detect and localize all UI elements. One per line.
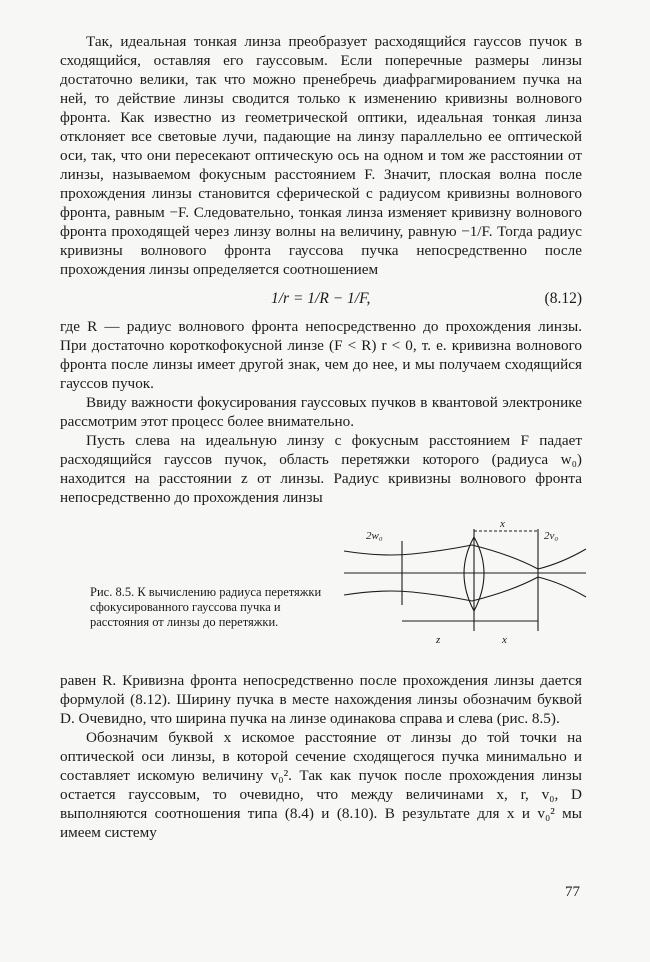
book-page bbox=[60, 32, 582, 842]
paragraph-setup: Пусть слева на идеальную линзу с фокусным расстоянием F падает расходящийся гауссов пучок, область перетяжки которого (радиуса w₀) находится на расстоянии z от линзы. Радиус кривизны волнового фронта непосредственно до прохождения линзы bbox=[60, 432, 582, 506]
beam-lower-edge bbox=[344, 577, 586, 601]
equation-number: (8.12) bbox=[544, 290, 582, 307]
label-z: z bbox=[436, 634, 441, 646]
label-right-waist: 2v₀ bbox=[544, 530, 559, 542]
label-top-dim: x bbox=[500, 519, 505, 530]
label-x: x bbox=[502, 634, 507, 646]
paragraph-where-R: где R — радиус волнового фронта непосредственно до прохождения линзы. При достаточно короткофокусной линзе (F < R) r < 0, т. е. кривизна волнового фронта после линзы имеет другой знак, чем до нее, и мы получаем сходящийся гауссов пучок. bbox=[60, 318, 582, 392]
beam-diagram bbox=[342, 519, 588, 654]
equation-formula: 1/r = 1/R − 1/F, bbox=[271, 290, 371, 307]
equation-8-12 bbox=[60, 279, 582, 317]
paragraph-curvature: равен R. Кривизна фронта непосредственно после прохождения линзы дается формулой (8.12). Ширину пучка в месте нахождения линзы обозначим буквой D. Очевидно, что ширина пучка на линзе одинакова справа и слева (рис. 8.5). bbox=[60, 672, 582, 727]
paragraph-importance: Ввиду важности фокусирования гауссовых пучков в квантовой электронике рассмотрим этот процесс более внимательно. bbox=[60, 394, 582, 430]
label-left-waist: 2w₀ bbox=[366, 530, 383, 542]
paragraph-system: Обозначим буквой x искомое расстояние от линзы до той точки на оптической оси линзы, в которой сечение сходящегося пучка минимально и составляет искомую величину v₀². Так как пучок после прохождения линзы остается гауссовым, то очевидно, что между величинами x, r, v₀, D выполняются соотношения типа (8.4) и (8.10). В результате для x и v₀² мы имеем систему bbox=[60, 729, 582, 841]
figure-caption: Рис. 8.5. К вычислению радиуса перетяжки сфокусированного гауссова пучка и расстояния от линзы до перетяжки. bbox=[90, 585, 322, 629]
paragraph-lens-intro: Так, идеальная тонкая линза преобразует расходящийся гауссов пучок в сходящийся, оставляя его гауссовым. Если поперечные размеры линзы достаточно велики, так что можно пренебречь диафрагмированием пучка на ней, то действие линзы сводится только к изменению кривизны волнового фронта. Как известно из геометрической оптики, идеальная тонкая линза отклоняет все световые лучи, падающие на линзу параллельно ее оптической оси, так, что они пересекают оптическую ось на одном и том же расстоянии от линзы, называемом фокусным расстоянием F. Значит, плоская волна после прохождения линзы становится сферической с радиусом кривизны волнового фронта, равным −F. Следовательно, тонкая линза изменяет кривизну волнового фронта проходящей через линзу волны на величину, равную −1/F. Тогда радиус кривизны волнового фронта гауссова пучка непосредственно после прохождения линзы определяется соотношением bbox=[60, 33, 582, 278]
figure-8-5 bbox=[60, 519, 582, 671]
page-number: 77 bbox=[565, 884, 580, 900]
